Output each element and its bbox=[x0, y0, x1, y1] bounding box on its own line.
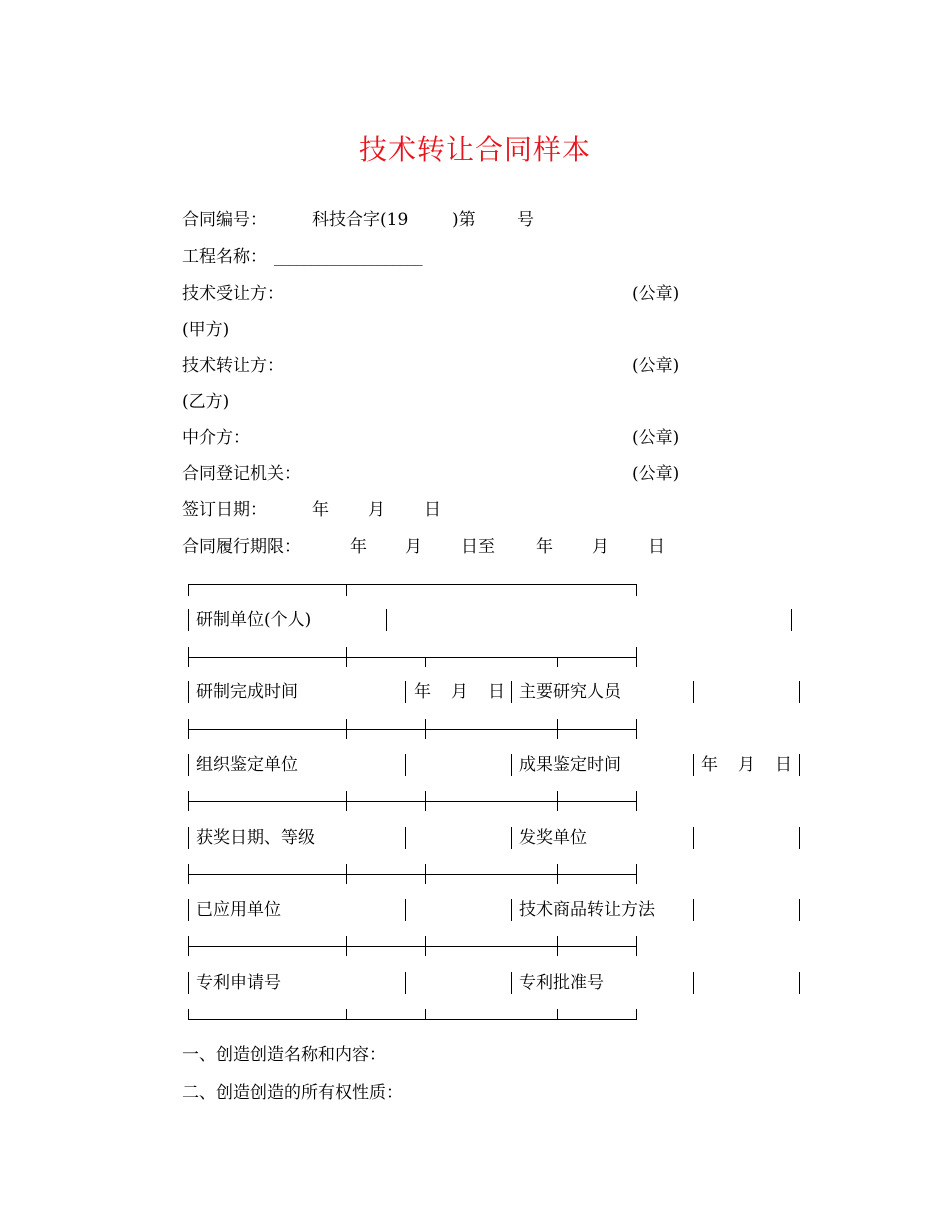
table-appraisal-year: 年 bbox=[701, 755, 718, 775]
period-end-day: 日 bbox=[648, 537, 665, 557]
table-label-appraisal-org: 组织鉴定单位 bbox=[196, 755, 298, 775]
period-end-month: 月 bbox=[592, 537, 609, 557]
assignor-seal: (公章) bbox=[632, 356, 680, 376]
contract-number-suffix: 号 bbox=[517, 210, 534, 230]
contract-number-label: 合同编号： bbox=[182, 210, 267, 230]
period-start-year: 年 bbox=[350, 537, 367, 557]
section-1-heading: 一、创造创造名称和内容： bbox=[182, 1045, 386, 1065]
table-label-applied-units: 已应用单位 bbox=[196, 900, 281, 920]
sign-date-month: 月 bbox=[368, 500, 385, 520]
assignee-label: 技术受让方： bbox=[182, 284, 284, 304]
period-start-day-to: 日至 bbox=[461, 537, 495, 557]
table-label-award-org: 发奖单位 bbox=[519, 828, 587, 848]
party-a-label: (甲方) bbox=[182, 320, 230, 340]
registry-label: 合同登记机关： bbox=[182, 464, 301, 484]
table-completion-day: 日 bbox=[488, 682, 505, 702]
project-name-label: 工程名称： bbox=[182, 247, 267, 267]
assignee-seal: (公章) bbox=[632, 284, 680, 304]
table-label-appraisal-time: 成果鉴定时间 bbox=[519, 755, 621, 775]
registry-seal: (公章) bbox=[632, 464, 680, 484]
contract-number-mid: )第 bbox=[452, 210, 476, 230]
period-end-year: 年 bbox=[536, 537, 553, 557]
document-title: 技术转让合同样本 bbox=[358, 133, 591, 166]
project-name-blank[interactable]: ____________________ bbox=[274, 247, 423, 266]
table-label-transfer-method: 技术商品转让方法 bbox=[519, 900, 655, 920]
party-b-label: (乙方) bbox=[182, 392, 230, 412]
period-label: 合同履行期限： bbox=[182, 537, 301, 557]
table-label-developer: 研制单位(个人) bbox=[196, 610, 312, 630]
period-start-month: 月 bbox=[405, 537, 422, 557]
sign-date-day: 日 bbox=[424, 500, 441, 520]
intermediary-label: 中介方： bbox=[182, 428, 250, 448]
table-label-patent-approval: 专利批准号 bbox=[519, 973, 604, 993]
table-label-main-researchers: 主要研究人员 bbox=[519, 682, 621, 702]
sign-date-label: 签订日期： bbox=[182, 500, 267, 520]
table-appraisal-day: 日 bbox=[775, 755, 792, 775]
contract-number-prefix: 科技合字(19 bbox=[312, 210, 409, 230]
assignor-label: 技术转让方： bbox=[182, 356, 284, 376]
table-completion-year: 年 bbox=[414, 682, 431, 702]
table-label-completion-time: 研制完成时间 bbox=[196, 682, 298, 702]
sign-date-year: 年 bbox=[312, 500, 329, 520]
intermediary-seal: (公章) bbox=[632, 428, 680, 448]
table-appraisal-month: 月 bbox=[738, 755, 755, 775]
table-label-award-date: 获奖日期、等级 bbox=[196, 828, 315, 848]
table-completion-month: 月 bbox=[451, 682, 468, 702]
table-label-patent-application: 专利申请号 bbox=[196, 973, 281, 993]
section-2-heading: 二、创造创造的所有权性质： bbox=[182, 1083, 403, 1103]
